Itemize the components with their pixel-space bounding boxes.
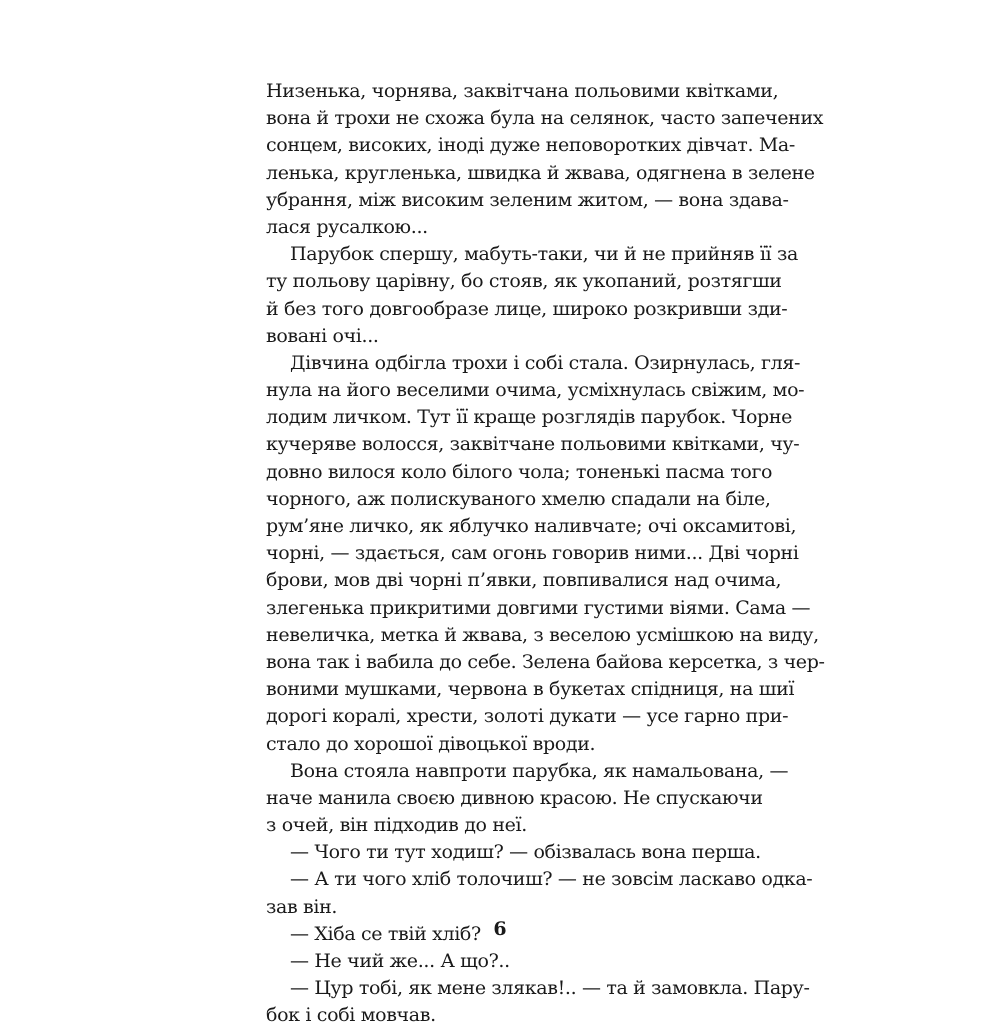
body-text bbox=[266, 78, 825, 1030]
text-line: бок і собі мовчав. bbox=[266, 1004, 436, 1027]
text-line: лодим личком. Тут її краще розглядів парубок. Чорне bbox=[266, 406, 793, 429]
text-line: зав він. bbox=[266, 895, 338, 918]
text-line: ту польову царівну, бо стояв, як укопаний, розтягши bbox=[266, 270, 782, 293]
text-line: вовані очі... bbox=[266, 324, 379, 347]
text-line: з очей, він підходив до неї. bbox=[266, 814, 527, 837]
text-line: — Не чий же... А що?.. bbox=[290, 950, 510, 972]
text-line: дорогі коралі, хрести, золоті дукати — усе гарно при- bbox=[266, 705, 789, 728]
text-line: воними мушками, червона в букетах спідниця, на шиї bbox=[266, 678, 795, 701]
text-line: рум’яне личко, як яблучко наливчате; очі оксамитові, bbox=[266, 515, 797, 537]
text-line: нула на його веселими очима, усміхнулась свіжим, мо- bbox=[266, 379, 805, 402]
text-line: Низенька, чорнява, заквітчана польовими квітками, bbox=[266, 80, 779, 102]
text-line: — Чого ти тут ходиш? — обізвалась вона перша. bbox=[290, 841, 761, 864]
text-line: — Хіба се твій хліб? bbox=[290, 922, 481, 945]
text-line: сонцем, високих, іноді дуже неповоротких дівчат. Ма- bbox=[266, 134, 795, 157]
text-line: убрання, між високим зеленим житом, — вона здава- bbox=[266, 188, 789, 211]
text-line: стало до хорошої дівоцької вроди. bbox=[266, 732, 596, 755]
text-line: злегенька прикритими довгими густими віями. Сама — bbox=[266, 596, 811, 619]
text-line: вона так і вабила до себе. Зелена байова керсетка, з чер- bbox=[266, 650, 825, 673]
text-line: довно вилося коло білого чола; тоненькі пасма того bbox=[266, 460, 773, 483]
text-line: лася русалкою... bbox=[266, 215, 428, 238]
text-line: — А ти чого хліб толочиш? — не зовсім ласкаво одка- bbox=[290, 868, 813, 891]
text-line: Дівчина одбігла трохи і собі стала. Озирнулась, гля- bbox=[290, 351, 801, 374]
text-line: вона й трохи не схожа була на селянок, часто запечених bbox=[266, 107, 824, 130]
text-line: — Цур тобі, як мене злякав!.. — та й замовкла. Пару- bbox=[290, 977, 810, 1000]
text-line: ленька, кругленька, швидка й жвава, одягнена в зелене bbox=[266, 161, 815, 184]
text-line: чорного, аж полискуваного хмелю спадали на біле, bbox=[266, 487, 771, 510]
text-line: кучеряве волосся, заквітчане польовими квітками, чу- bbox=[266, 433, 800, 456]
text-line: й без того довгообразе лице, широко розкривши зди- bbox=[266, 297, 788, 320]
text-line: невеличка, метка й жвава, з веселою усмішкою на виду, bbox=[266, 623, 819, 646]
page-number: 6 bbox=[493, 918, 507, 940]
text-line: Парубок спершу, мабуть-таки, чи й не прийняв її за bbox=[290, 243, 798, 266]
text-line: Вона стояла навпроти парубка, як намальована, — bbox=[290, 759, 789, 782]
text-line: наче манила своєю дивною красою. Не спускаючи bbox=[266, 786, 763, 809]
text-line: чорні, — здається, сам огонь говорив ними... Дві чорні bbox=[266, 542, 799, 565]
text-line: брови, мов дві чорні п’явки, повпивалися над очима, bbox=[266, 569, 782, 592]
